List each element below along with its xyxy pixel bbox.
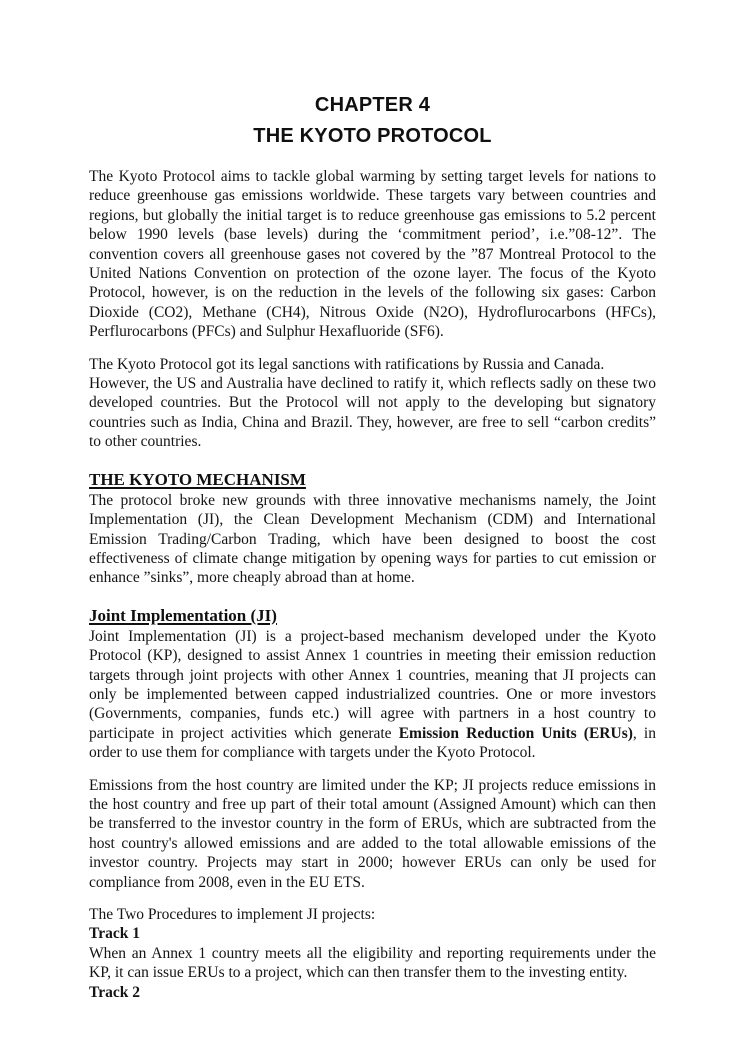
paragraph-ji-emissions: Emissions from the host country are limited under the KP; JI projects reduce emissions in the host country and free up part of their total amount (Assigned Amount) which can then be transferred to the investor country in the form of ERUs, which are subtracted from the host country's allowed emissions and are added to the total allowable emissions of the investor country. Projects may start in 2000; however ERUs can only be used for compliance from 2008, even in the EU ETS. [89,776,656,891]
chapter-number: CHAPTER 4 [314,94,431,116]
track1-label: Track 1 [89,925,140,943]
ji-erus-bold: Emission Reduction Units (ERUs) [398,724,633,742]
paragraph-kyoto-mechanism: The protocol broke new grounds with three innovative mechanisms namely, the Joint Implementation (JI), the Clean Development Mechanism (CDM) and International Emission Trading/Carbon Trading, which have been designed to boost the cost effectiveness of climate change mitigation by opening ways for parties to cut emission or enhance ”sinks”, more cheaply abroad than at home. [89,491,656,587]
paragraph-ratifications [89,355,656,452]
paragraph-ji-definition [89,627,656,763]
ratifications-line1: The Kyoto Protocol got its legal sanctions with ratifications by Russia and Canada. [89,355,605,373]
ji-definition-tail: , in order to use them for compliance with targets under the Kyoto Protocol. [89,724,656,762]
paragraph-intro: The Kyoto Protocol aims to tackle global warming by setting target levels for nations to reduce greenhouse gas emissions worldwide. These targets vary between countries and regions, but globally the initial target is to reduce greenhouse gas emissions to 5.2 percent below 1990 levels (base levels) during the ‘commitment period’, i.e.”08-12”. The convention covers all greenhouse gases not covered by the ”87 Montreal Protocol to the United Nations Convention on protection of the ozone layer. The focus of the Kyoto Protocol, however, is on the reduction in the levels of the following six gases: Carbon Dioxide (CO2), Methane (CH4), Nitrous Oxide (N2O), Hydroflurocarbons (HFCs), Perflurocarbons (PFCs) and Sulphur Hexafluoride (SF6). [89,168,656,341]
procedures-intro: The Two Procedures to implement JI projects: [89,906,376,923]
track2-label: Track 2 [89,983,140,1001]
paragraph-ji-procedures [89,905,656,1002]
ji-definition-text: Joint Implementation (JI) is a project-based mechanism developed under the Kyoto Protocol (KP), designed to assist Annex 1 countries in meeting their emission reduction targets through joint projects with other Annex 1 countries, meaning that JI projects can only be implemented between capped industrialized countries. One or more investors (Governments, companies, funds etc.) will agree with partners in a host country to participate in project activities which generate [89,627,656,742]
section-heading-joint-implementation: Joint Implementation (JI) [89,605,277,625]
ratifications-rest: However, the US and Australia have declined to ratify it, which reflects sadly on these two developed countries. But the Protocol will not apply to the developing but signatory countries such as India, China and Brazil. They, however, are free to sell “carbon credits” to other countries. [89,375,656,451]
section-heading-kyoto-mechanism: THE KYOTO MECHANISM [89,469,306,489]
track1-body: When an Annex 1 country meets all the eligibility and reporting requirements under the KP, it can issue ERUs to a project, which can then transfer them to the investing entity. [89,944,656,982]
chapter-title: THE KYOTO PROTOCOL [253,125,492,147]
